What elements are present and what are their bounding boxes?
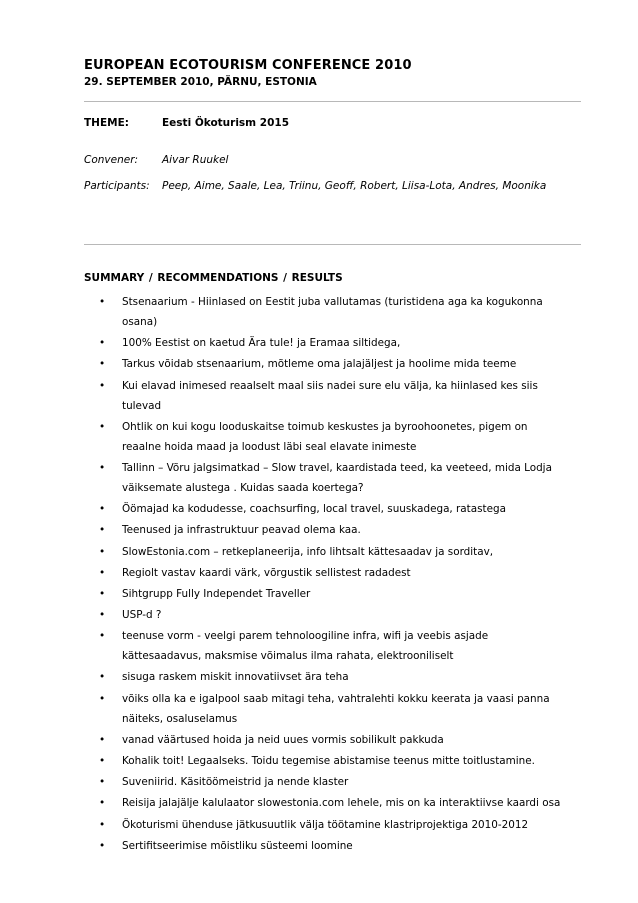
list-item xyxy=(84,354,584,374)
bullet-marker: • xyxy=(99,503,106,516)
conference-title: EUROPEAN ECOTOURISM CONFERENCE 2010 xyxy=(84,58,412,73)
list-item-text: väiksemate alustega . Kuidas saada koertega? xyxy=(122,481,364,494)
theme-value: Eesti Ökoturism 2015 xyxy=(162,117,289,129)
list-item-text: Regiolt vastav kaardi värk, võrgustik sellistest radadest xyxy=(122,566,411,579)
bullet-marker: • xyxy=(99,358,106,371)
bullet-marker: • xyxy=(99,671,106,684)
list-item-text: Reisija jalajälje kalulaator slowestonia.com lehele, mis on ka interaktiivse kaardi osa xyxy=(122,797,561,810)
list-item-text: Suveniirid. Käsitöömeistrid ja nende klaster xyxy=(122,776,349,789)
list-item-text: Tarkus võidab stsenaarium, mõtleme oma jalajäljest ja hoolime mida teeme xyxy=(122,358,517,371)
conference-date-location: 29. SEPTEMBER 2010, PÄRNU, ESTONIA xyxy=(84,76,317,88)
convener-label: Convener: xyxy=(84,154,139,166)
list-item-text: vanad väärtused hoida ja neid uues vormis sobilikult pakkuda xyxy=(122,733,444,746)
list-item-text: Ökoturismi ühenduse jätkusuutlik välja töötamine klastriprojektiga 2010-2012 xyxy=(122,818,529,831)
bullet-marker: • xyxy=(99,587,106,600)
list-item xyxy=(84,417,584,457)
list-item xyxy=(84,605,584,625)
list-item-text: osana) xyxy=(122,316,158,328)
bullet-marker: • xyxy=(99,566,106,579)
list-item xyxy=(84,458,584,498)
list-item-text: Sertifitseerimise mõistliku süsteemi loomine xyxy=(122,839,353,852)
convener-value: Aivar Ruukel xyxy=(162,154,229,166)
list-item-text: Kohalik toit! Legaalseks. Toidu tegemise abistamise teenus mitte toitlustamine. xyxy=(122,755,535,767)
list-item-text: Tallinn – Võru jalgsimatkad – Slow travel, kaardistada teed, ka veeteed, mida Lodja xyxy=(122,461,552,474)
list-item xyxy=(84,563,584,583)
bullet-marker: • xyxy=(99,755,106,767)
list-item xyxy=(84,689,584,729)
bullet-marker: • xyxy=(99,797,106,810)
list-item xyxy=(84,730,584,750)
list-item xyxy=(84,376,584,416)
divider-bottom xyxy=(84,244,581,245)
section-heading: SUMMARY / RECOMMENDATIONS / RESULTS xyxy=(84,272,343,284)
bullet-marker: • xyxy=(99,776,106,789)
bullet-marker: • xyxy=(99,839,106,852)
list-item xyxy=(84,751,584,771)
list-item-text: sisuga raskem miskit innovatiivset ära teha xyxy=(122,671,349,684)
list-item-text: kättesaadavus, maksmise võimalus ilma rahata, elektrooniliselt xyxy=(122,650,454,663)
list-item-text: Öömajad ka kodudesse, coachsurfing, local travel, suuskadega, ratastega xyxy=(122,503,506,516)
list-item-text: näiteks, osaluselamus xyxy=(122,712,238,725)
list-item-text: 100% Eestist on kaetud Ära tule! ja Eramaa siltidega, xyxy=(122,337,401,350)
list-item-text: Stsenaarium - Hiinlased on Eestit juba vallutamas (turistidena aga ka kogukonna xyxy=(122,296,543,308)
bullet-marker: • xyxy=(99,379,106,392)
list-item xyxy=(84,542,584,562)
list-item-text: reaalne hoida maad ja loodust läbi seal elavate inimeste xyxy=(122,440,417,453)
participants-label: Participants: xyxy=(84,180,150,192)
list-item xyxy=(84,584,584,604)
bullet-marker: • xyxy=(99,692,106,705)
list-item xyxy=(84,772,584,792)
bullet-marker: • xyxy=(99,630,106,643)
bullet-marker: • xyxy=(99,733,106,746)
summary-list xyxy=(84,292,584,857)
bullet-marker: • xyxy=(99,524,106,537)
list-item xyxy=(84,793,584,813)
divider-top xyxy=(84,101,581,102)
list-item xyxy=(84,292,584,332)
bullet-marker: • xyxy=(99,461,106,474)
bullet-marker: • xyxy=(99,818,106,831)
list-item xyxy=(84,626,584,666)
list-item xyxy=(84,836,584,856)
list-item-text: Kui elavad inimesed reaalselt maal siis nadei sure elu välja, ka hiinlased kes siis xyxy=(122,379,538,392)
list-item-text: SlowEstonia.com – retkeplaneerija, info lihtsalt kättesaadav ja sorditav, xyxy=(122,545,494,558)
bullet-marker: • xyxy=(99,420,106,433)
bullet-marker: • xyxy=(99,337,106,350)
list-item-text: Teenused ja infrastruktuur peavad olema kaa. xyxy=(122,524,361,537)
bullet-marker: • xyxy=(99,545,106,558)
list-item xyxy=(84,333,584,353)
list-item-text: Ohtlik on kui kogu looduskaitse toimub keskustes ja byroohoonetes, pigem on xyxy=(122,420,528,433)
list-item xyxy=(84,499,584,519)
bullet-marker: • xyxy=(99,296,106,308)
list-item-text: võiks olla ka e igalpool saab mitagi teha, vahtralehti kokku keerata ja vaasi panna xyxy=(122,692,550,705)
list-item xyxy=(84,667,584,687)
list-item-text: Sihtgrupp Fully Independet Traveller xyxy=(122,587,311,600)
bullet-marker: • xyxy=(99,609,106,622)
list-item-text: tulevad xyxy=(122,399,162,412)
list-item xyxy=(84,815,584,835)
list-item xyxy=(84,520,584,540)
list-item-text: teenuse vorm - veelgi parem tehnoloogiline infra, wifi ja veebis asjade xyxy=(122,630,489,643)
list-item-text: USP-d ? xyxy=(122,609,162,622)
theme-label: THEME: xyxy=(84,117,129,129)
participants-value: Peep, Aime, Saale, Lea, Triinu, Geoff, Robert, Liisa-Lota, Andres, Moonika xyxy=(162,180,547,192)
